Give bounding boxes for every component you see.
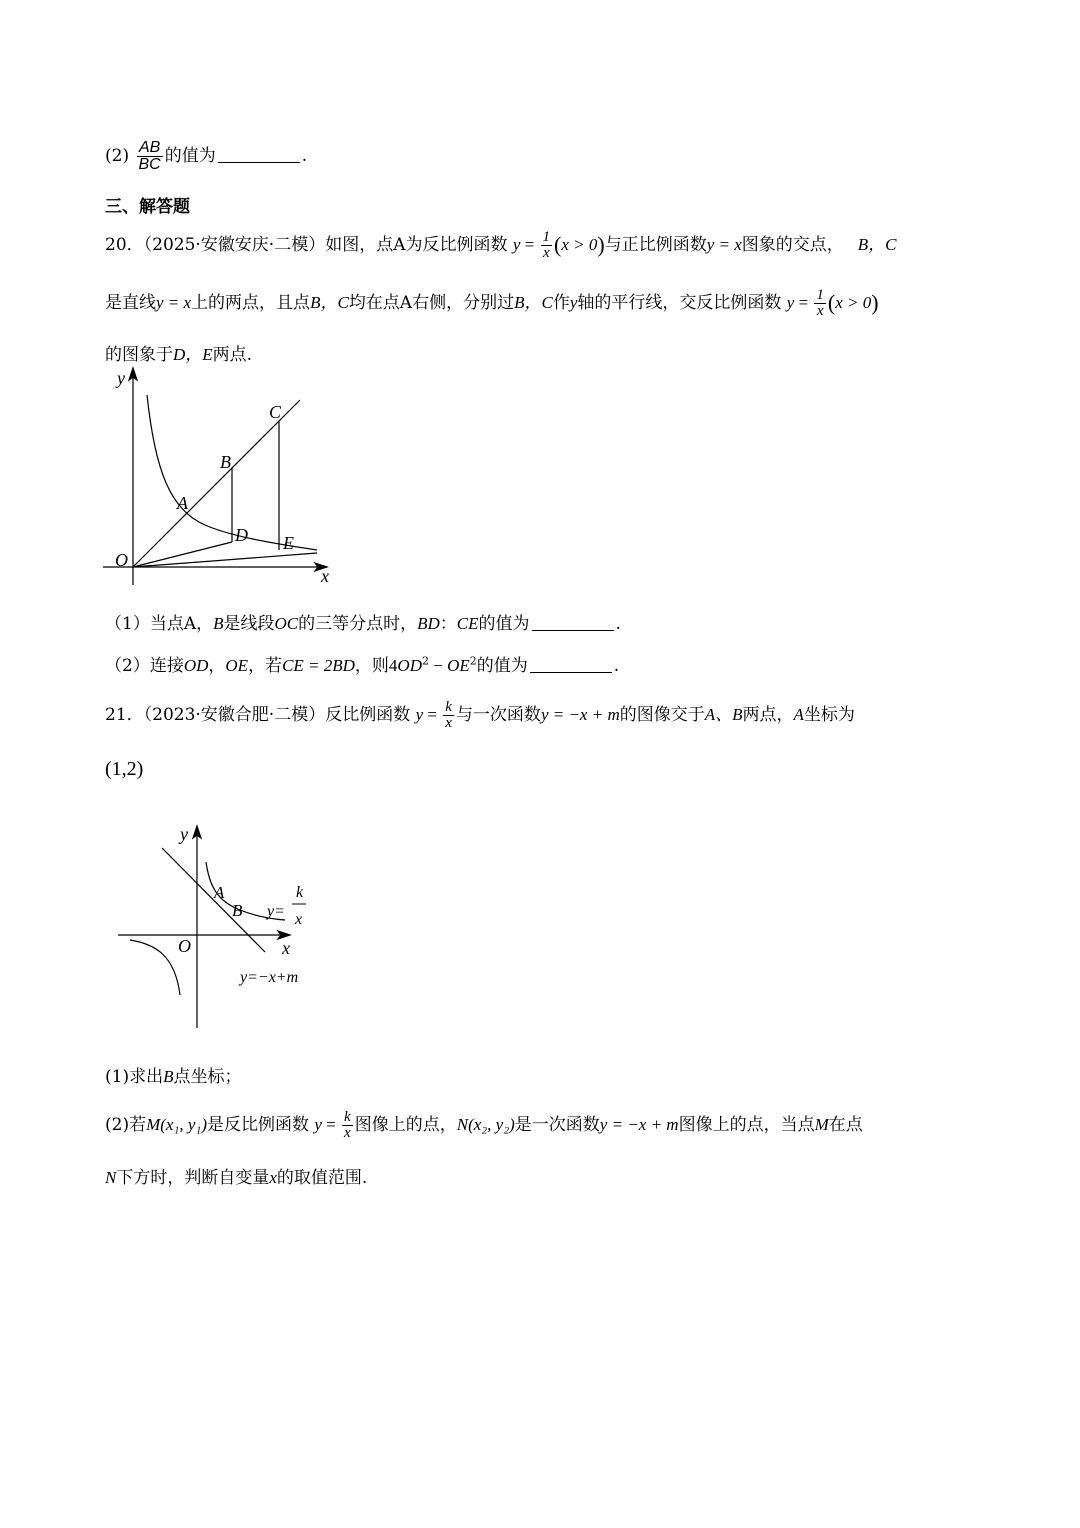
fraction-k-over-x: $\frac{k}{x}$: [344, 1109, 351, 1141]
q20-sub-1: （1）当点A，B是线段OC的三等分点时，BD：CE的值为 .: [105, 614, 621, 634]
label-o: O: [115, 550, 128, 570]
answer-blank[interactable]: [530, 656, 612, 673]
q21-figure: [110, 820, 330, 1035]
label-x: x: [282, 938, 290, 958]
answer-blank[interactable]: [532, 614, 614, 631]
q20-sub-2: （2）连接OD，OE，若CE = 2BD，则$4OD^2 - OE^2$的值为 .: [105, 654, 620, 676]
prev-subquestion-2: (2) $\frac{AB}{BC}$ 的值为 .: [105, 139, 308, 173]
fraction-k-over-x: $\frac{k}{x}$: [445, 699, 452, 731]
line-label: y=−x+m: [240, 969, 299, 986]
section-title: 三、解答题: [105, 197, 190, 217]
label-b: B: [220, 452, 231, 472]
curve-label-num: k: [296, 884, 304, 901]
q21-coordinate: (1,2): [105, 758, 144, 780]
label-e: E: [283, 533, 294, 553]
q21-sub-2: (2)若M(x₁, y₁)是反比例函数 y = $\frac{k}{x}$ 图像上的点，N(x₂, y₂)是一次函数y = −x + m图像上的点，当点M在点: [105, 1109, 863, 1141]
label-d: D: [235, 525, 248, 545]
q20-figure: [95, 360, 345, 595]
fraction-1-over-x: $\frac{1}{x}$: [816, 287, 824, 319]
q21-line-1: 21．（2023·安徽合肥·二模）反比例函数 y = $\frac{k}{x}$ 与一次函数y = −x + m的图像交于A、B两点，A坐标为: [105, 699, 855, 731]
label-y: y: [117, 368, 125, 388]
q20-line-3: 的图象于D，E两点.: [105, 345, 253, 365]
fraction-ab-bc: $\frac{AB}{BC}$: [138, 139, 161, 173]
fraction-1-over-x: $\frac{1}{x}$: [542, 229, 551, 261]
answer-blank[interactable]: [218, 146, 300, 163]
label-a: A: [214, 883, 225, 902]
curve-label-den: x: [295, 911, 303, 928]
q20-line-1: 20．（2025·安徽安庆·二模）如图，点A为反比例函数 y = $\frac{1}{x}$ (x > 0)与正比例函数y = x图象的交点， B，C: [105, 229, 897, 261]
label-a: A: [177, 493, 188, 513]
label-x: x: [321, 566, 329, 586]
q20-line-2: 是直线y = x上的两点，且点B，C均在点A右侧，分别过B，C作y轴的平行线，交反比例函数 y = $\frac{1}{x}$ (x > 0): [105, 287, 879, 319]
q21-sub-1: (1)求出B点坐标；: [105, 1067, 242, 1087]
label-y: y: [180, 824, 188, 844]
hyperbola-third-quadrant: [130, 940, 180, 995]
curve-label: y=: [267, 903, 285, 920]
label-c: C: [269, 402, 282, 422]
label-b: B: [232, 901, 243, 920]
line-y-equals-x: [133, 400, 300, 567]
label-o: O: [178, 936, 191, 956]
q21-sub-2-continued: N下方时，判断自变量x的取值范围.: [105, 1168, 368, 1188]
